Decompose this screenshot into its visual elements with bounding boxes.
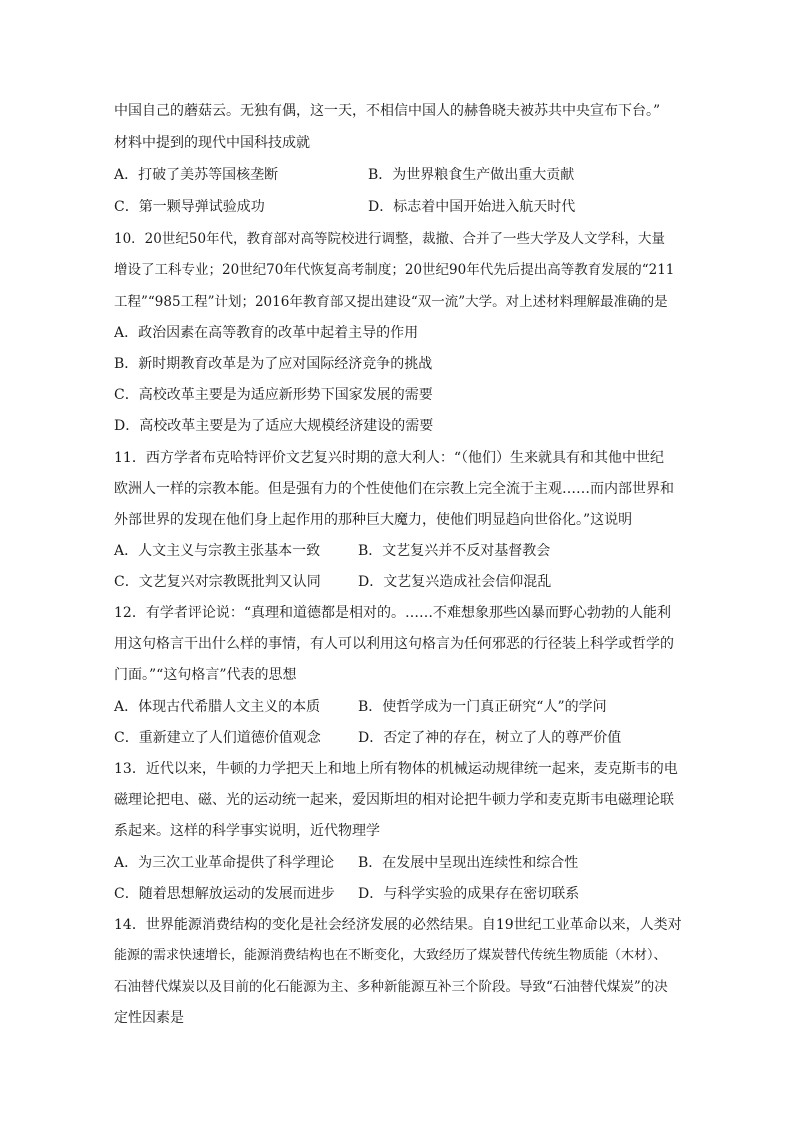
option-d: D．否定了神的存在，树立了人的尊严价值 [358,730,622,746]
question-12-line: 用这句格言干出什么样的事情，有人可以利用这句格言为任何邪恶的行径装上科学或哲学的 [114,636,674,652]
option-b: B．在发展中呈现出连续性和综合性 [358,855,579,871]
question-14-line: 能源的需求快速增长，能源消费结构也在不断变化，大致经历了煤炭替代传统生物质能（木材）、 [114,948,667,963]
question-14-line: 石油替代煤炭以及目前的化石能源为主、多种新能源互补三个阶段。导致“石油替代煤炭”的决 [114,979,668,995]
option-c: C．随着思想解放运动的发展而进步 [114,886,335,902]
option-a: A．打破了美苏等国核垄断 [114,167,279,183]
question-13-line: 系起来。这样的科学事实说明，近代物理学 [114,823,380,839]
question-12-line: 门面。”“这句格言”代表的思想 [114,667,297,683]
question-10-line: 工程”“985工程”计划；2016年教育部又提出建设“双一流”大学。对上述材料理解最准确的是 [114,294,668,310]
text-line: 中国自己的蘑菇云。无独有偶，这一天，不相信中国人的赫鲁晓夫被苏共中央宣布下台。” [114,103,661,119]
option-c: C．高校改革主要是为适应新形势下国家发展的需要 [114,387,433,403]
option-a: A．体现古代希腊人文主义的本质 [114,699,321,715]
question-12-line: 12．有学者评论说：“真理和道德都是相对的。……不难想象那些凶暴而野心勃勃的人能利 [114,605,671,621]
option-c: C．第一颗导弹试验成功 [114,199,265,215]
option-a: A．人文主义与宗教主张基本一致 [114,543,321,559]
option-d: D．标志着中国开始进入航天时代 [368,199,576,215]
question-14-line: 14．世界能源消费结构的变化是社会经济发展的必然结果。自19世纪工业革命以来，人类对 [114,917,682,933]
option-d: D．高校改革主要是为了适应大规模经济建设的需要 [114,418,434,434]
option-a: A．政治因素在高等教育的改革中起着主导的作用 [114,325,419,341]
option-a: A．为三次工业革命提供了科学理论 [114,855,335,871]
option-c: C．文艺复兴对宗教既批判又认同 [114,574,321,590]
option-b: B．为世界粮食生产做出重大贡献 [368,167,575,183]
question-10-line: 增设了工科专业；20世纪70年代恢复高考制度；20世纪90年代先后提出高等教育发展的“211 [114,262,675,278]
option-b: B．使哲学成为一门真正研究“人”的学问 [358,699,607,715]
option-b: B．新时期教育改革是为了应对国际经济竞争的挑战 [114,356,433,372]
question-13-line: 13．近代以来，牛顿的力学把天上和地上所有物体的机械运动规律统一起来，麦克斯韦的电 [114,761,678,777]
question-11-line: 11．西方学者布克哈特评价文艺复兴时期的意大利人：“（他们）生来就具有和其他中世纪 [114,450,664,466]
question-14-line: 定性因素是 [114,1010,184,1026]
question-13-line: 磁理论把电、磁、光的运动统一起来，爱因斯坦的相对论把牛顿力学和麦克斯韦电磁理论联 [114,792,674,808]
question-stem: 材料中提到的现代中国科技成就 [114,135,310,151]
question-11-line: 外部世界的发现在他们身上起作用的那种巨大魔力，使他们明显趋向世俗化。”这说明 [114,512,633,528]
question-10-line: 10．20世纪50年代，教育部对高等院校进行调整，裁撤、合并了一些大学及人文学科，大量 [114,231,666,247]
question-11-line: 欧洲人一样的宗教本能。但是强有力的个性使他们在宗教上完全流于主观……而内部世界和 [114,481,674,497]
option-d: D．与科学实验的成果存在密切联系 [358,886,580,902]
option-c: C．重新建立了人们道德价值观念 [114,730,321,746]
option-d: D．文艺复兴造成社会信仰混乱 [358,574,552,590]
option-b: B．文艺复兴并不反对基督教会 [358,543,551,559]
